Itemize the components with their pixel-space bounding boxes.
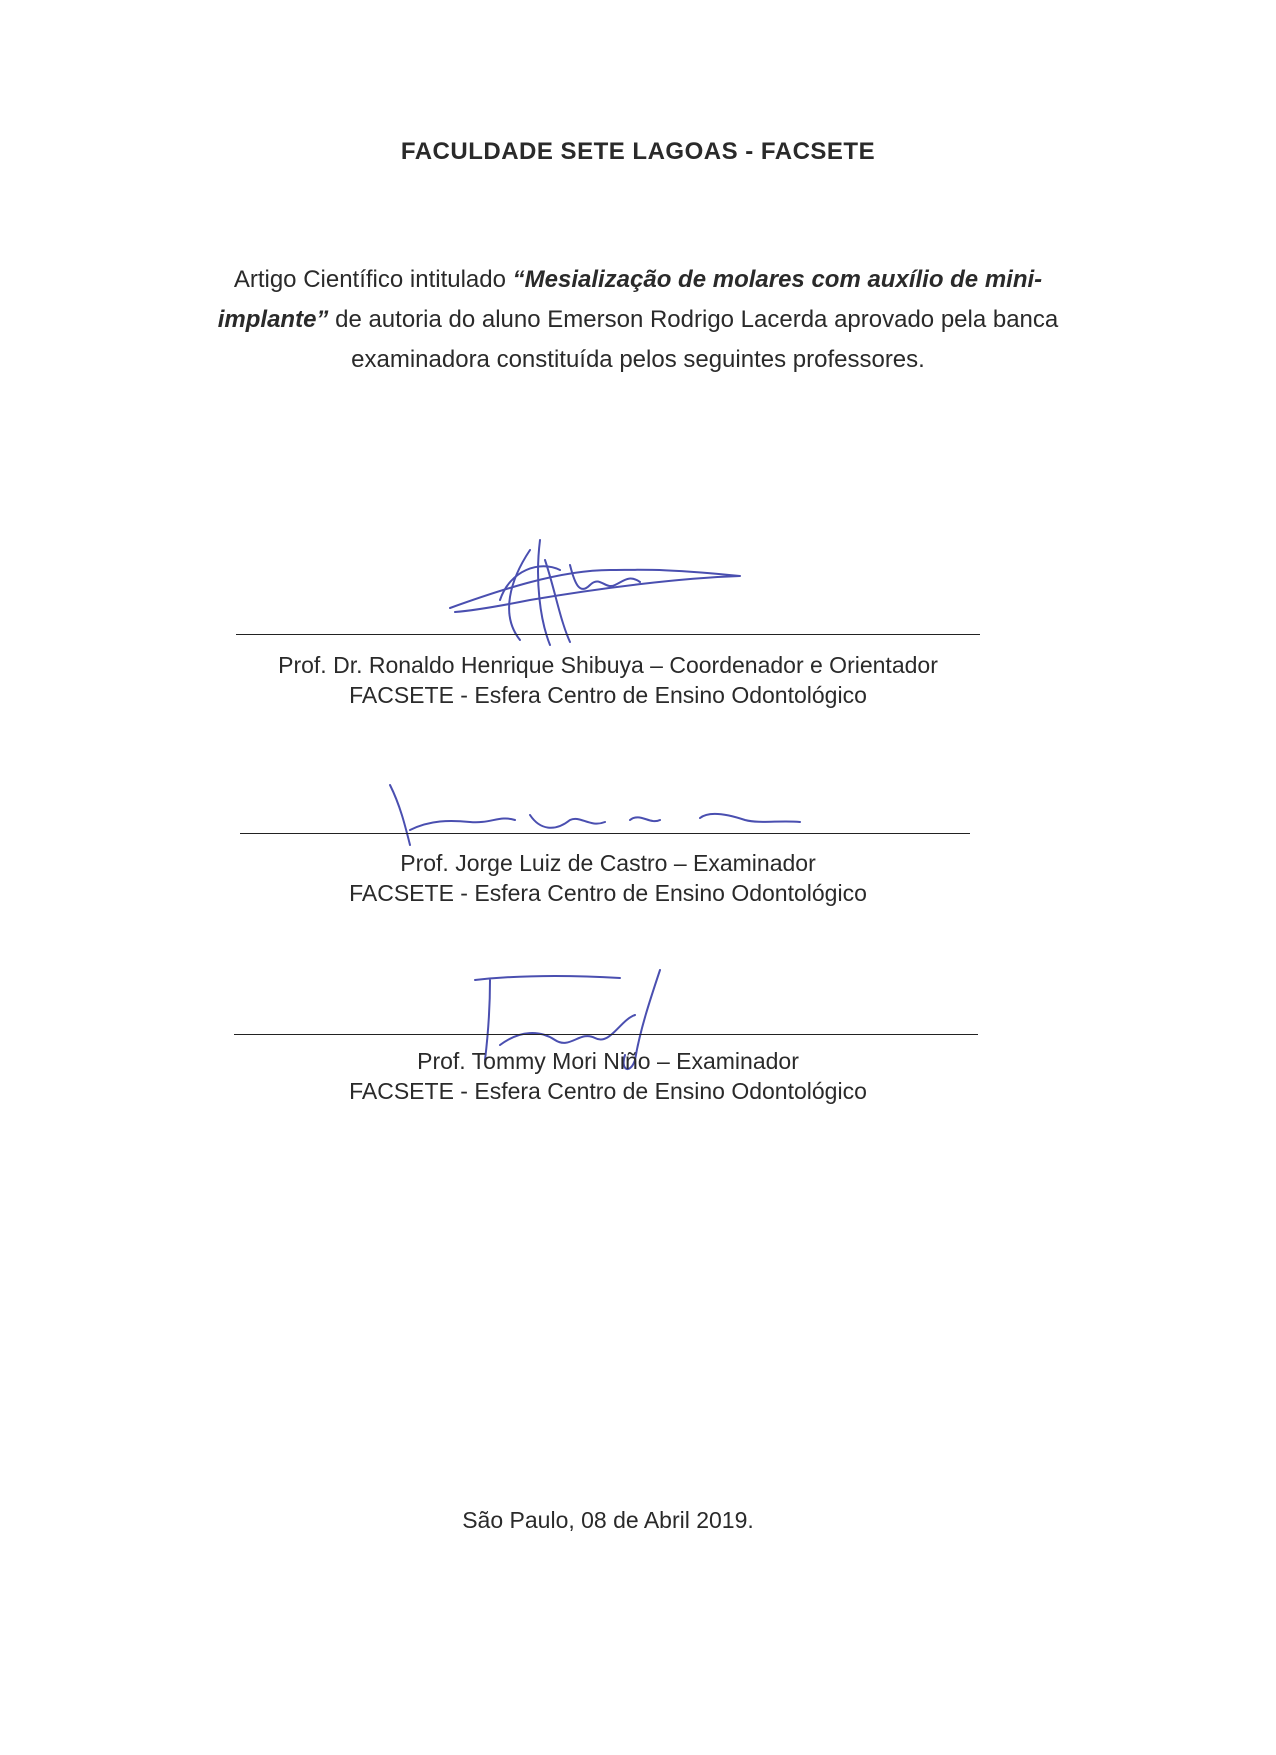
signature-examiner-1-image [380,770,820,860]
signature-line-coordinator [236,634,980,635]
signatory-coordinator-affiliation: FACSETE - Esfera Centro de Ensino Odontológico [349,682,867,708]
signature-line-examiner-2 [234,1034,978,1035]
institution-heading: FACULDADE SETE LAGOAS - FACSETE [400,138,876,165]
signature-line-examiner-1 [240,833,970,834]
signatory-coordinator-name: Prof. Dr. Ronaldo Henrique Shibuya – Coordenador e Orientador [278,652,938,678]
intro-suffix: de autoria do aluno Emerson Rodrigo Lacerda aprovado pela banca examinadora constituída pelos seguintes professores. [328,306,1059,373]
signatory-examiner-1-name: Prof. Jorge Luiz de Castro – Examinador [400,850,816,876]
signatory-examiner-2-name: Prof. Tommy Mori Niño – Examinador [417,1048,799,1074]
article-title: “Mesialização de molares com auxílio de mini-implante” [217,266,1043,333]
approval-statement [180,260,1096,380]
signatory-examiner-2-affiliation: FACSETE - Esfera Centro de Ensino Odontológico [349,1078,867,1104]
place-and-date: São Paulo, 08 de Abril 2019. [462,1507,754,1533]
signature-coordinator-image [440,530,800,650]
signatory-examiner-1-affiliation: FACSETE - Esfera Centro de Ensino Odontológico [349,880,867,906]
intro-prefix: Artigo Científico intitulado [233,266,513,293]
